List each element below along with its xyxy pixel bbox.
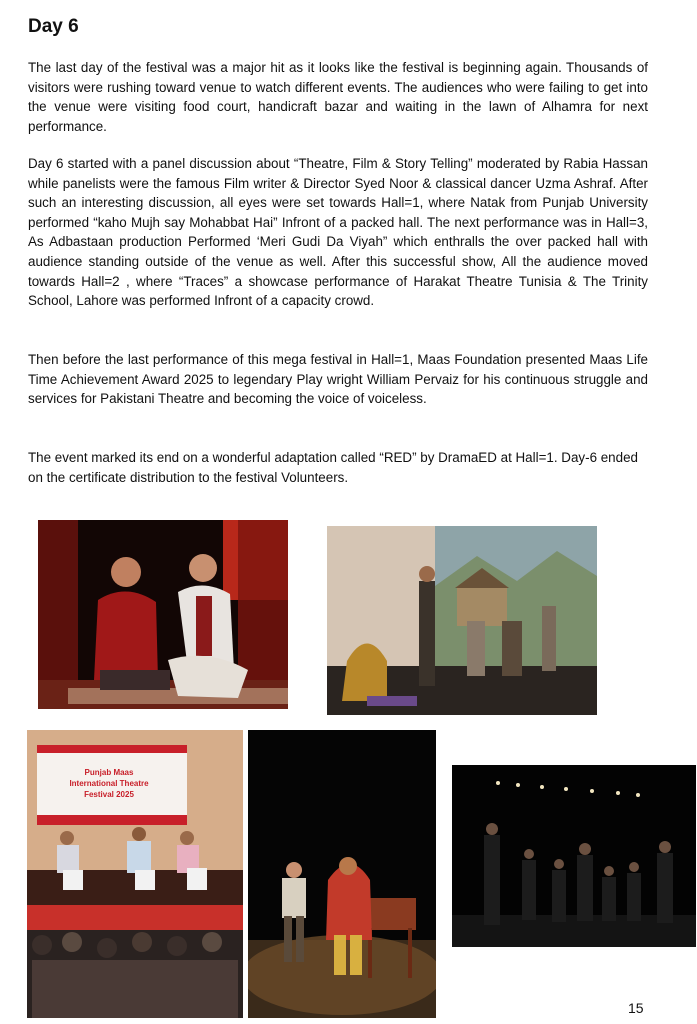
- photo-panel-discussion-image: [27, 730, 243, 1018]
- paragraph-performances: Day 6 started with a panel discussion about “Theatre, Film & Story Telling” moderated by Rabia Hassan while panelists were the famous Film writer & Director Syed Noor & classical dancer Uzma Ashraf. After such an interesting discussion, all eyes were set towards Hall=1, where Natak from Punjab University performed “kaho Mujh say Mohabbat Hai” Infront of a packed hall. The next performance was in Hall=3, As Adbastaan production Performed ‘Meri Gudi Da Viyah” which enthralls the over packed hall with audience standing outside of the venue as well. After this successful show, All the audience moved towards Hall=2 , where “Traces” a showcase performance of Harakat Theatre Tunisia & The Trinity School, Lahore was performed Infront of a capacity crowd.: [28, 156, 648, 309]
- photo-village-backdrop-scene: [327, 526, 597, 715]
- photo-red-stage-actors-image: [38, 520, 288, 709]
- banner-line-1: Punjab Maas: [84, 768, 134, 777]
- day-heading: Day 6: [28, 16, 79, 37]
- paragraph-intro: The last day of the festival was a major hit as it looks like the festival is beginning again. Thousands of visitors were rushing toward venue to watch different events. The audiences who were failing to get into the venue were visiting food court, handicraft bazar and waiting in the lawn of Alhamra for next performance.: [28, 60, 648, 134]
- photo-red-shawl-performance-image: [248, 730, 436, 1018]
- page-number: 15: [628, 1000, 644, 1016]
- banner-line-2: International Theatre: [69, 779, 149, 788]
- photo-dark-stage-ensemble: [452, 765, 696, 947]
- banner-line-3: Festival 2025: [84, 790, 134, 799]
- paragraph-award: Then before the last performance of this mega festival in Hall=1, Maas Foundation presented Maas Life Time Achievement Award 2025 to legendary Play wright William Pervaiz for his continuous struggle and services for Pakistani Theatre and becoming the voice of voiceless.: [28, 352, 648, 407]
- paragraph-closing: The event marked its end on a wonderful adaptation called “RED” by DramaED at Hall=1. Day-6 ended on the certificate distribution to the festival Volunteers.: [28, 450, 638, 485]
- photo-panel-discussion: [27, 730, 243, 1018]
- photo-village-backdrop-scene-image: [327, 526, 597, 715]
- photo-red-shawl-performance: [248, 730, 436, 1018]
- photo-red-stage-actors: [38, 520, 288, 709]
- photo-dark-stage-ensemble-image: [452, 765, 696, 947]
